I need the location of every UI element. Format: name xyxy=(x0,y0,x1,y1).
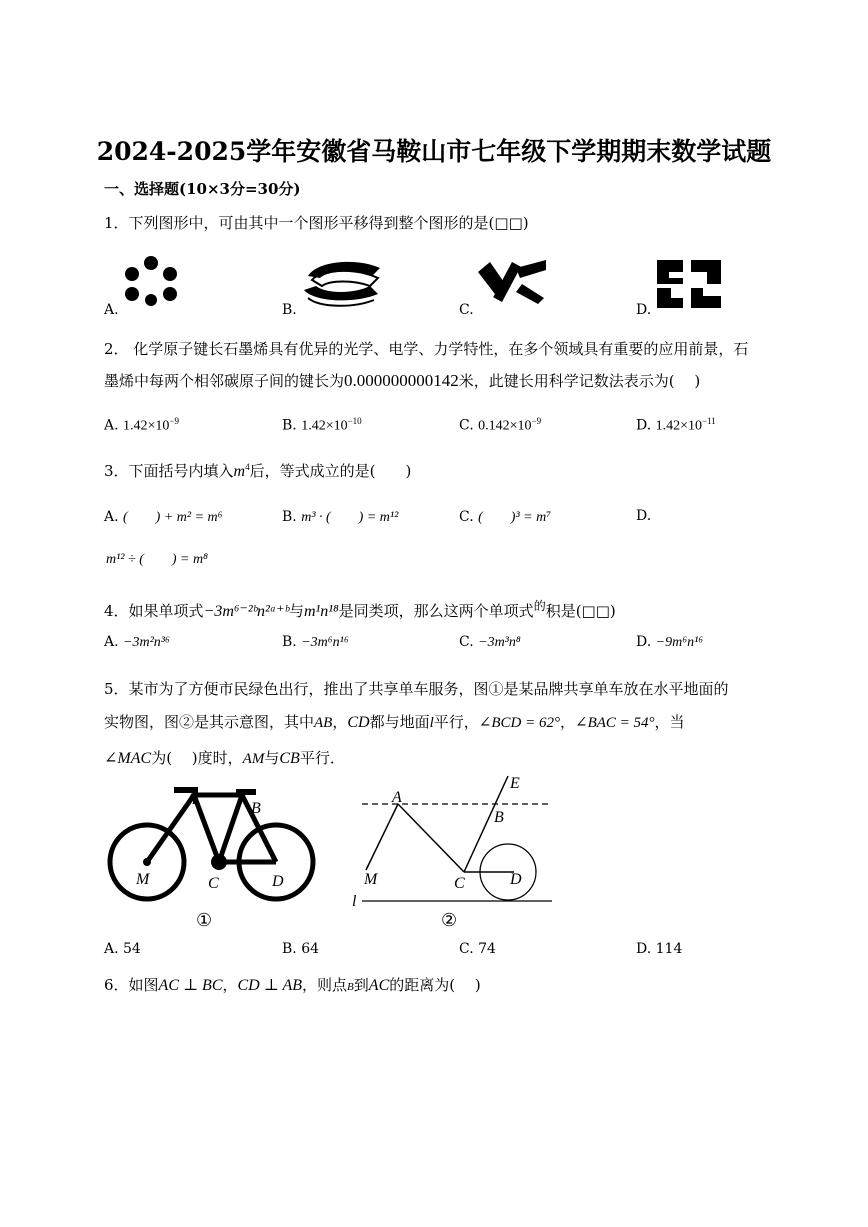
q5-stem-line1: 5．某市为了方便市民绿色出行，推出了共享单车服务，图①是某品牌共享单车放在水平地面的 xyxy=(104,680,729,698)
q3-option-c: C. ( )³ = m⁷ xyxy=(459,509,552,525)
fig2-label-d: D xyxy=(510,871,522,888)
q1-option-b-label: B. xyxy=(282,302,297,318)
q5-option-d: D. 114 xyxy=(636,941,683,957)
q1-figure-c-arrows xyxy=(476,258,548,306)
q1-figure-a-hexagon-dots xyxy=(120,254,182,306)
q1-option-a-label: A. xyxy=(104,302,119,318)
fig1-label-b: B xyxy=(251,800,261,817)
q1-stem: 1．下列图形中，可由其中一个图形平移得到整个图形的是(□□) xyxy=(104,214,529,232)
fig1-label-d: D xyxy=(272,873,284,890)
q5-option-b: B. 64 xyxy=(282,941,320,957)
q2-stem-line1: 2． 化学原子键长石墨烯具有优异的光学、电学、力学特性，在多个领域具有重要的应用前景，石 xyxy=(104,340,749,358)
fig1-label-m: M xyxy=(136,871,150,888)
q4-option-a: A. −3m²n³⁶ xyxy=(104,634,170,650)
q5-option-c: C. 74 xyxy=(459,941,496,957)
q4-option-b: B. −3m⁶n¹⁶ xyxy=(282,634,349,650)
q2-option-a: A. $1.42\times 10^{-9}$ xyxy=(104,416,179,434)
section-heading: 一、选择题(10×3分=30分) xyxy=(104,180,301,198)
fig2-caption: ② xyxy=(441,910,458,930)
q4-option-c: C. −3m³n⁸ xyxy=(459,634,521,650)
q1-option-d-label: D. xyxy=(636,302,652,318)
q6-stem: 6．如图AC ⊥ BC，CD ⊥ AB，则点B到AC的距离为( ) xyxy=(104,976,481,994)
q2-option-b: B. $1.42\times 10^{-10}$ xyxy=(282,416,362,434)
q5-stem-line2: 实物图，图②是其示意图，其中AB，CD都与地面l平行，∠BCD = 62°，∠BAC = 54°，当 xyxy=(104,713,685,731)
q3-option-b: B. m³ · ( ) = m¹² xyxy=(282,509,399,525)
fig2-label-l: l xyxy=(352,893,357,910)
q1-figure-d-maze xyxy=(655,258,723,310)
page-title: 2024-2025学年安徽省马鞍山市七年级下学期期末数学试题 xyxy=(96,137,772,166)
q5-option-a: A. 54 xyxy=(104,941,141,957)
q2-stem-line2: 墨烯中每两个相邻碳原子间的键长为0.000000000142米，此键长用科学记数法表示为( ) xyxy=(104,371,701,390)
fig2-label-e: E xyxy=(510,775,520,792)
q3-option-a: A. ( ) + m² = m⁶ xyxy=(104,509,223,525)
fig2-label-c: C xyxy=(454,875,465,892)
q3-option-d-label: D. xyxy=(636,508,652,524)
q2-option-d: D. $1.42\times 10^{-11}$ xyxy=(636,416,716,434)
q1-option-c-label: C. xyxy=(459,302,474,318)
fig2-label-m: M xyxy=(364,871,378,888)
q5-figure-schematic xyxy=(348,770,558,935)
q4-stem: 4．如果单项式−3m⁶⁻²ᵇn²ᵃ⁺ᵇ与m¹n¹⁸是同类项，那么这两个单项式$^的$积是(□□) xyxy=(104,599,616,620)
fig1-caption: ① xyxy=(196,910,213,930)
fig2-label-b: B xyxy=(494,809,504,826)
q3-option-d: m¹² ÷ ( ) = m⁸ xyxy=(106,552,208,567)
q1-figure-b-swirl xyxy=(298,256,386,310)
q3-stem: 3．下面括号内填入$m^4$后，等式成立的是( ) xyxy=(104,462,412,480)
fig1-label-a: A xyxy=(186,791,196,808)
fig2-label-a: A xyxy=(392,789,402,806)
q2-bond-length: 0.000000000142 xyxy=(344,371,459,390)
fig1-label-c: C xyxy=(208,875,219,892)
q5-stem-line3: ∠MAC为( )度时，AM与CB平行． xyxy=(104,749,345,767)
q2-option-c: C. $0.142\times 10^{-9}$ xyxy=(459,416,542,434)
q4-option-d: D. −9m⁶n¹⁶ xyxy=(636,634,704,650)
q5-figure-bicycle xyxy=(104,780,324,935)
